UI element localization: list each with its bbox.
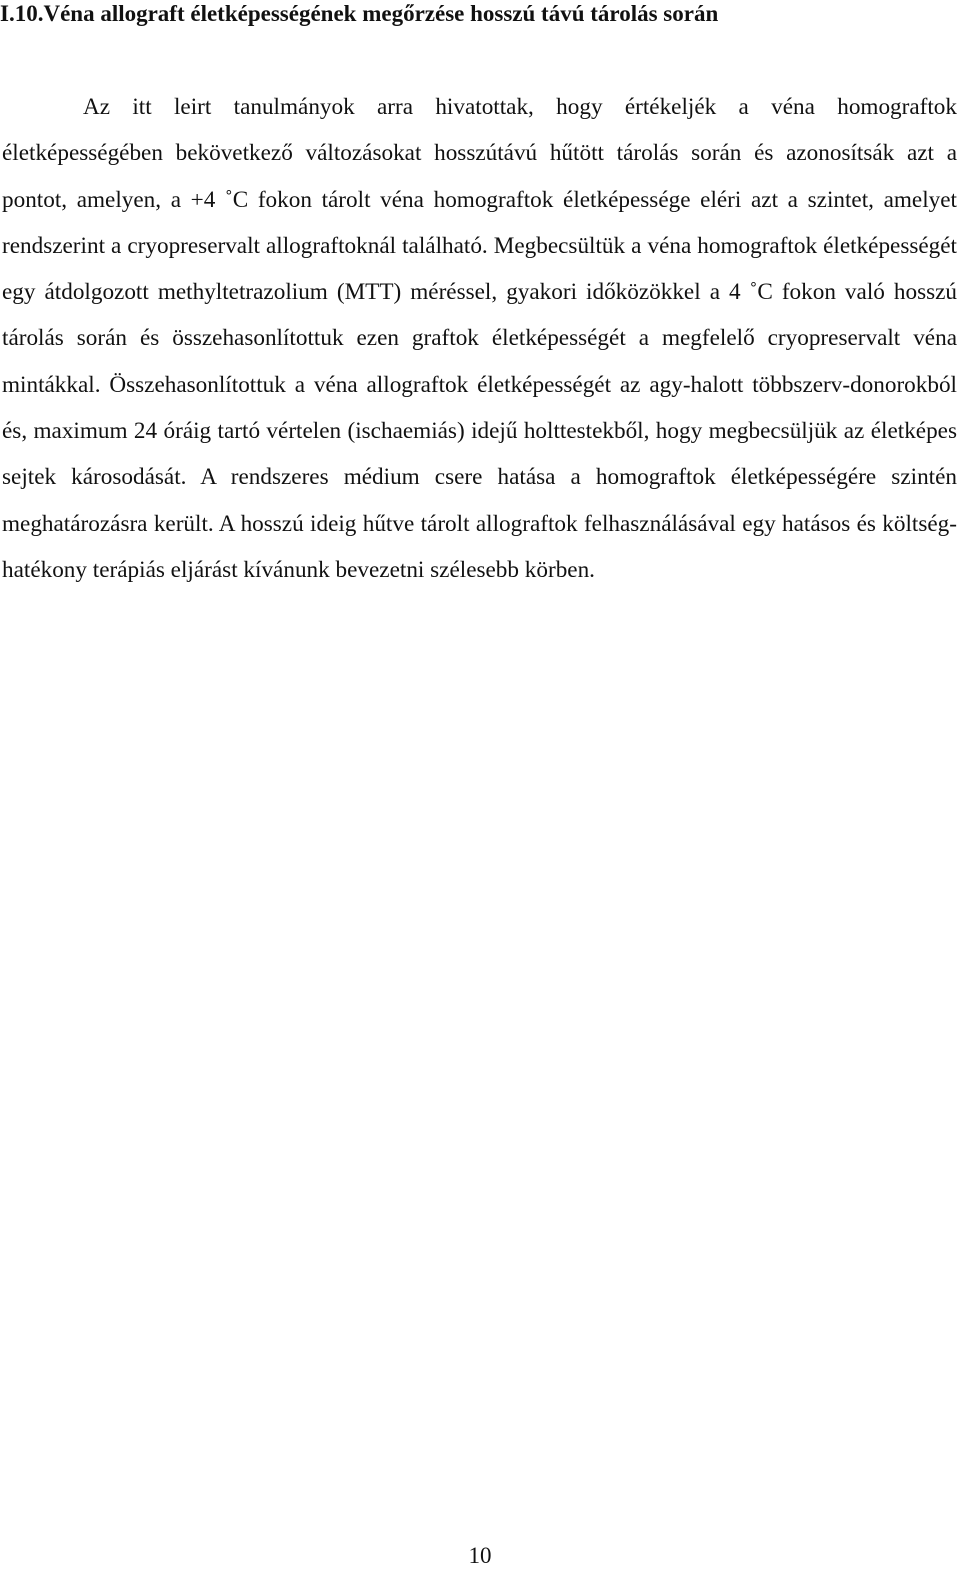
body-paragraph: Az itt leirt tanulmányok arra hivatottak, hogy értékeljék a véna homograftok életképességében bekövetkező változásokat hosszútávú hűtött tárolás során és azonosítsák azt a pontot, amelyen, a +4 ˚C fokon tárolt véna homograftok életképessége eléri azt a szintet, amelyet rendszerint a cryopreservalt allograftoknál található. Megbecsültük a véna homograftok életképességét egy átdolgozott methyltetrazolium (MTT) méréssel, gyakori időközökkel a 4 ˚C fokon való hosszú tárolás során és összehasonlítottuk ezen graftok életképességét a megfelelő cryopreservalt véna mintákkal. Összehasonlítottuk a véna allograftok életképességét az agy-halott többszerv-donorokból és, maximum 24 óráig tartó vértelen (ischaemiás) idejű holttestekből, hogy megbecsüljük az életképes sejtek károsodását. A rendszeres médium csere hatása a homograftok életképességére szintén meghatározásra került. A hosszú ideig hűtve tárolt allograftok felhasználásával egy hatásos és költség-hatékony terápiás eljárást kívánunk bevezetni szélesebb körben. bbox=[2, 94, 957, 583]
section-title: Véna allograft életképességének megőrzése hosszú távú tárolás során bbox=[43, 1, 719, 26]
page-number: 10 bbox=[468, 1543, 492, 1568]
section-number: I.10. bbox=[0, 1, 44, 26]
section-heading bbox=[0, 0, 960, 28]
